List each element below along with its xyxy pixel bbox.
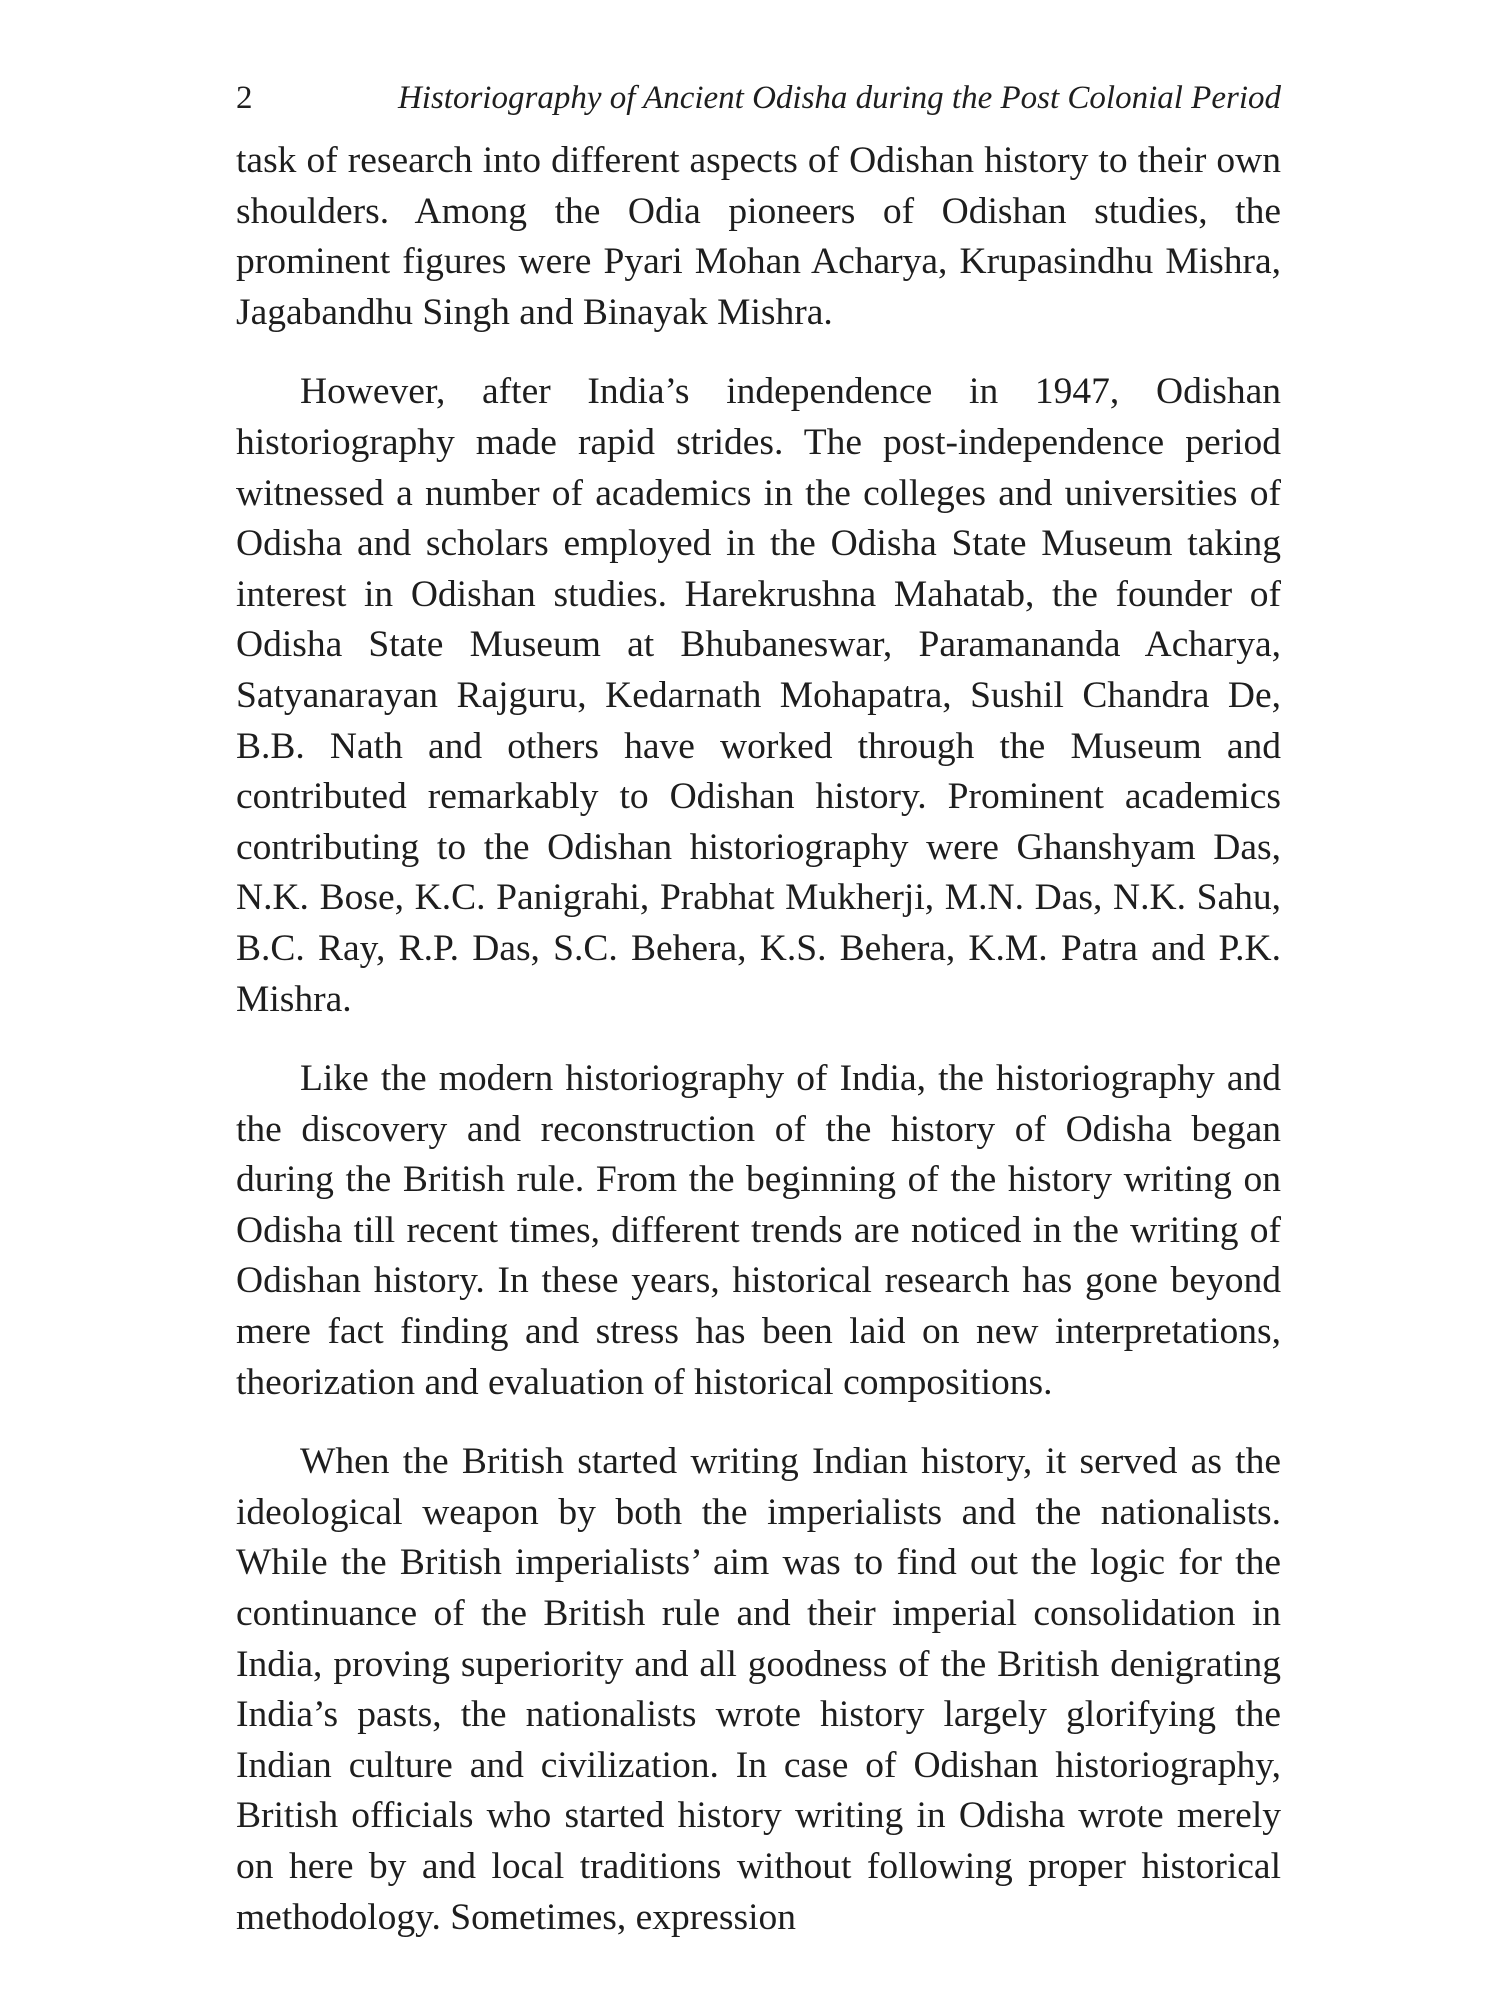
paragraph-post-independence: However, after India’s independence in 1947, Odishan historiography made rapid strides. The post-independence period witnessed a number of academics in the colleges and universities of Odisha and scholars employed in the Odisha State Museum taking interest in Odishan studies. Harekrushna Mahatab, the founder of Odisha State Museum at Bhubaneswar, Paramananda Acharya, Satyanarayan Rajguru, Kedarnath Mohapatra, Sushil Chandra De, B.B. Nath and others have worked through the Museum and contributed remarkably to Odishan history. Prominent academics contributing to the Odishan historiography were Ghanshyam Das, N.K. Bose, K.C. Panigrahi, Prabhat Mukherji, M.N. Das, N.K. Sahu, B.C. Ray, R.P. Das, S.C. Behera, K.S. Behera, K.M. Patra and P.K. Mishra. xyxy=(236,371,1281,1020)
paragraph-british-history-writing: When the British started writing Indian history, it served as the ideological weapon by both the imperialists and the nationalists. While the British imperialists’ aim was to find out the logic for the continuance of the British rule and their imperial consolidation in India, proving superiority and all goodness of the British denigrating India’s pasts, the nationalists wrote history largely glorifying the Indian culture and civilization. In case of Odishan historiography, British officials who started history writing in Odisha wrote merely on here by and local traditions without following proper historical methodology. Sometimes, expression xyxy=(236,1441,1281,1938)
page-number: 2 xyxy=(236,80,253,116)
running-title: Historiography of Ancient Odisha during the Post Colonial Period xyxy=(397,80,1281,116)
paragraph-modern-historiography: Like the modern historiography of India, the historiography and the discovery and reconstruction of the history of Odisha began during the British rule. From the beginning of the history writing on Odisha till recent times, different trends are noticed in the writing of Odishan history. In these years, historical research has gone beyond mere fact finding and stress has been laid on new interpretations, theorization and evaluation of historical compositions. xyxy=(236,1058,1281,1403)
paragraph-continuation: task of research into different aspects of Odishan history to their own shoulders. Among the Odia pioneers of Odishan studies, the prominent figures were Pyari Mohan Acharya, Krupasindhu Mishra, Jagabandhu Singh and Binayak Mishra. xyxy=(236,140,1281,333)
running-head xyxy=(236,72,1281,124)
body-text xyxy=(236,136,1281,1943)
